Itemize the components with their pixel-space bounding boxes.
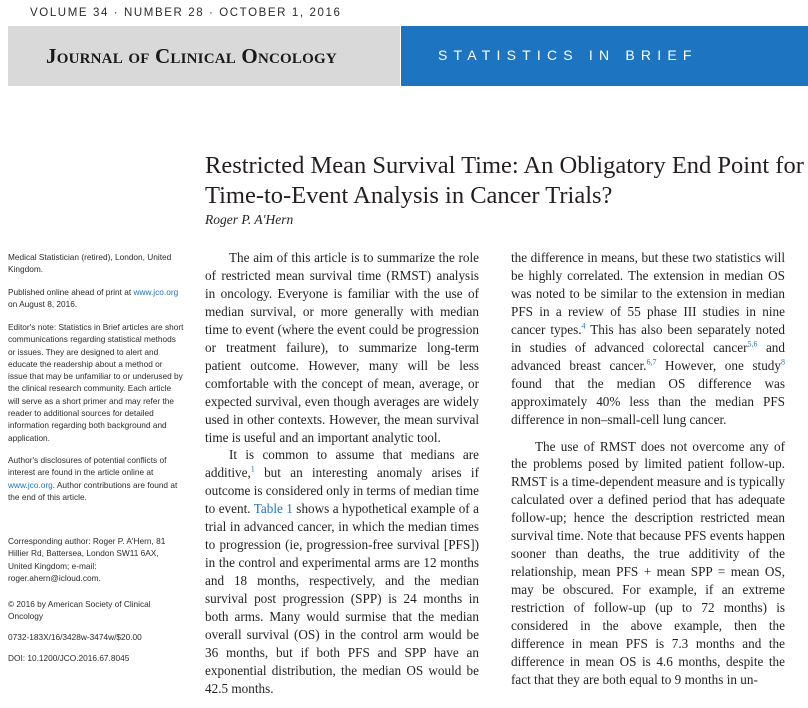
para-text: shows a hypothetical example of a trial in advanced cancer, in which the median times to progression (ie, progression-free survival [PFS]) in the control and experimental arms are 12 months and 18 months, respectively, and the median survival post progression (SPP) is 24 months in both arms. Many would surmise that the median overall survival (OS) in the control arm would be 36 months, but if both PFS and SPP have an exponential distribution, the median OS would be 42.5 months. xyxy=(205,501,479,696)
table-1-link[interactable]: Table 1 xyxy=(253,501,293,517)
sidebar-doi: DOI: 10.1200/JCO.2016.67.8045 xyxy=(8,653,130,663)
reference-5-6[interactable]: 5,6 xyxy=(747,339,758,349)
para-text: but an interesting anomaly arises if outcome is considered only in terms of median time to event. xyxy=(205,465,479,517)
para-text: found that the median OS difference was approximately 40% less than the median PFS difference in non–small-cell lung cancer. xyxy=(511,375,785,427)
sidebar-published xyxy=(8,286,184,311)
reference-1[interactable]: 1 xyxy=(250,465,255,475)
article-title: Restricted Mean Survival Time: An Obligatory End Point for Time-to-Event Analysis in Cancer Trials? xyxy=(205,152,804,209)
disclosure-text: Author's disclosures of potential conflicts of interest are found in the article online at xyxy=(8,455,167,478)
paragraph-intro: The aim of this article is to summarize the role of restricted mean survival time (RMST) analysis in oncology. Everyone is familiar with the use of median survival, or more generally with median time to event (where the event could be progression or treatment failure), to summarize long-term patient outcome. However, many will be less comfortable with the concept of mean, average, or expected survival, even though averages are widely used in other contexts. However, the mean survival time is useful and an important analytic tool. xyxy=(205,250,479,445)
body-column-2 xyxy=(511,249,785,689)
para-text: However, one study xyxy=(656,357,781,373)
paragraph-correlation xyxy=(511,249,785,429)
sidebar-copyright: © 2016 by American Society of Clinical Oncology xyxy=(8,599,151,622)
section-label: STATISTICS IN BRIEF xyxy=(438,47,698,63)
para-text: It is common to assume that medians are additive, xyxy=(205,447,479,481)
reference-4[interactable]: 4 xyxy=(581,321,586,331)
disclosure-post: . Author contributions are found at the end of this article. xyxy=(8,479,178,502)
published-date: on August 8, 2016. xyxy=(8,299,78,310)
para-text: and advanced breast cancer. xyxy=(511,339,785,373)
article-author: Roger P. A'Hern xyxy=(205,212,294,227)
paragraph-medians xyxy=(205,446,479,697)
published-link[interactable]: www.jco.org xyxy=(133,287,179,297)
published-text: Published online ahead of print at xyxy=(8,287,132,297)
paragraph-rmst-followup: The use of RMST does not overcome any of the problems posed by limited patient follow-up. RMST is a time-dependent measure and is typically calculated over a defined period that has adequate follow-up; hence the description restricted mean survival time. Note that because PFS events happen sooner than deaths, the true additivity of the relationship, mean PFS + mean SPP = mean OS, may be obscured. For example, if an extreme restriction of follow-up (up to 72 months) is considered in the above example, then the difference in mean PFS is 7.3 months and the difference in mean OS is 4.6 months, despite the fact that they are both equal to 9 months in un- xyxy=(511,438,785,687)
disclosure-link[interactable]: www.jco.org xyxy=(8,479,53,490)
reference-6-7[interactable]: 6,7 xyxy=(646,357,657,367)
issue-line: VOLUME 34 · NUMBER 28 · OCTOBER 1, 2016 xyxy=(30,7,342,19)
sidebar-disclosures xyxy=(8,454,184,503)
body-column-1 xyxy=(205,249,479,698)
para-text: This has also been separately noted in studies of advanced colorectal cancer xyxy=(511,321,785,355)
sidebar-affiliation: Medical Statistician (retired), London, United Kingdom. xyxy=(8,252,172,275)
para-text: the difference in means, but these two statistics will be highly correlated. The extension in median OS was noted to be similar to the extension in median PFS in a review of 55 phase III studies in nine cancer types. xyxy=(511,250,785,337)
sidebar-editors-note: Editor's note: Statistics in Brief articles are short communications regarding statistical methods or issues. They are designed to alert and educate the readership about a method or issue that may be unfamiliar to or underused by the clinical research community. Each article will serve as a short primer and may refer the reader to additional sources for detailed information regarding both background and application. xyxy=(8,322,184,443)
sidebar-issn: 0732-183X/16/3428w-3474w/$20.00 xyxy=(8,632,142,642)
reference-8[interactable]: 8 xyxy=(780,357,785,367)
journal-name: Journal of Clinical Oncology xyxy=(46,44,337,68)
sidebar-correspondence: Corresponding author: Roger P. A'Hern, 81 Hillier Rd, Battersea, London SW11 6AX, United Kingdom; e-mail: roger.ahern@icloud.com. xyxy=(8,536,166,583)
